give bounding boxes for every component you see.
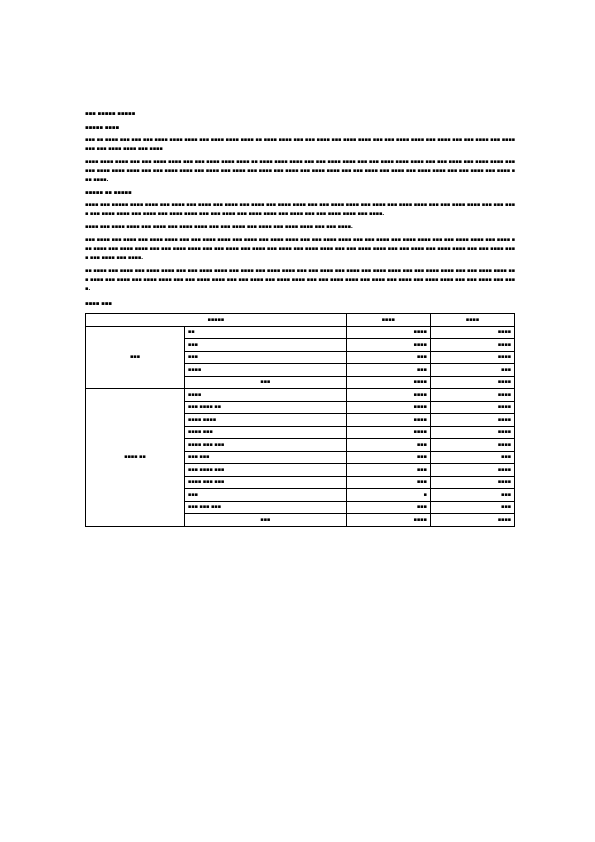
table-cell-value: ▪▪▪▪ [430, 389, 514, 402]
table-group-label: ▪▪▪▪ ▪▪ [86, 389, 185, 527]
table-cell-value: ▪▪▪ [346, 501, 430, 514]
table-cell-value: ▪▪▪▪ [430, 439, 514, 452]
table-cell-value: ▪▪▪ [430, 501, 514, 514]
table-cell-value: ▪▪▪▪ [430, 326, 514, 339]
table-subtotal-label: ▪▪▪ [184, 514, 346, 527]
table-header-row [86, 314, 515, 327]
table-cell-item: ▪▪▪ ▪▪▪▪ ▪▪ [184, 401, 346, 414]
document-page [85, 110, 515, 527]
table-body [86, 326, 515, 526]
table-cell-item: ▪▪▪▪ [184, 364, 346, 377]
table-row [86, 389, 515, 402]
table-cell-item: ▪▪▪ [184, 351, 346, 364]
table-cell-item: ▪▪▪▪ ▪▪▪ [184, 426, 346, 439]
table-cell-value: ▪▪▪▪ [346, 414, 430, 427]
section-a-title: ▪▪▪▪▪ ▪▪▪▪ [85, 125, 120, 131]
table-cell-item: ▪▪▪▪ [184, 389, 346, 402]
table-subtotal-value: ▪▪▪▪ [430, 376, 514, 389]
table-header-col-1: ▪▪▪▪ [346, 314, 430, 327]
table-title: ▪▪▪▪ ▪▪▪ [85, 301, 112, 307]
table-cell-item: ▪▪▪▪ ▪▪▪▪ [184, 414, 346, 427]
table-cell-value: ▪▪▪▪ [430, 401, 514, 414]
section-b-paragraph-2: ▪▪▪▪ ▪▪▪ ▪▪▪▪ ▪▪▪▪ ▪▪▪ ▪▪▪▪ ▪▪▪ ▪▪▪▪ ▪▪▪▪ ▪▪▪ ▪▪▪ ▪▪▪▪ ▪▪▪ ▪▪▪▪ ▪▪▪ ▪▪▪▪ ▪▪▪▪ ▪▪▪ ▪▪▪ ▪▪▪▪. [85, 224, 353, 230]
table-cell-value: ▪▪▪ [346, 476, 430, 489]
data-table [85, 313, 515, 527]
table-cell-value: ▪▪▪▪ [430, 339, 514, 352]
table-cell-value: ▪▪▪ [430, 489, 514, 502]
document-heading: ▪▪▪ ▪▪▪▪▪ ▪▪▪▪▪ [85, 111, 136, 117]
table-cell-value: ▪▪▪▪ [430, 464, 514, 477]
table-cell-value: ▪▪▪ [346, 464, 430, 477]
table-cell-value: ▪▪▪▪ [346, 426, 430, 439]
table-cell-item: ▪▪▪▪ ▪▪▪ ▪▪▪ [184, 439, 346, 452]
table-cell-value: ▪▪▪▪ [346, 326, 430, 339]
table-header-item: ▪▪▪▪▪ [86, 314, 347, 327]
section-b-title: ▪▪▪▪▪ ▪▪ ▪▪▪▪▪ [85, 190, 132, 196]
table-cell-item: ▪▪▪ [184, 489, 346, 502]
table-cell-item: ▪▪▪ ▪▪▪ ▪▪▪ [184, 501, 346, 514]
section-a-paragraph-1: ▪▪▪ ▪▪ ▪▪▪▪ ▪▪▪ ▪▪▪ ▪▪▪ ▪▪▪▪ ▪▪▪▪ ▪▪▪▪ ▪▪▪ ▪▪▪▪ ▪▪▪▪ ▪▪▪▪ ▪▪ ▪▪▪▪ ▪▪▪▪ ▪▪▪ ▪▪▪ ▪▪▪▪ ▪▪▪ ▪▪▪▪ ▪▪▪▪ ▪▪▪ ▪▪▪ ▪▪▪▪ ▪▪▪▪ ▪▪▪ ▪▪▪▪ ▪▪▪ ▪▪▪ ▪▪▪▪ ▪▪▪ ▪▪▪▪ ▪▪▪ ▪▪▪ ▪▪▪▪ ▪▪▪▪ ▪▪▪ ▪▪▪▪ [85, 137, 515, 152]
table-subtotal-value: ▪▪▪▪ [430, 514, 514, 527]
table-cell-value: ▪▪▪▪ [430, 426, 514, 439]
table-cell-item: ▪▪▪ ▪▪▪ [184, 451, 346, 464]
table-cell-value: ▪▪▪▪ [346, 339, 430, 352]
table-cell-value: ▪▪▪▪ [430, 476, 514, 489]
section-b-paragraph-4: ▪▪ ▪▪▪▪ ▪▪▪ ▪▪▪▪ ▪▪▪ ▪▪▪▪ ▪▪▪▪ ▪▪▪ ▪▪▪ ▪▪▪▪ ▪▪▪▪ ▪▪▪ ▪▪▪▪ ▪▪▪ ▪▪▪▪ ▪▪▪▪ ▪▪▪ ▪▪▪ ▪▪▪▪ ▪▪▪ ▪▪▪▪ ▪▪▪ ▪▪▪▪ ▪▪▪▪ ▪▪▪ ▪▪▪ ▪▪▪▪ ▪▪▪▪ ▪▪▪ ▪▪▪ ▪▪▪▪ ▪▪▪▪ ▪▪▪ ▪▪▪▪ ▪▪▪ ▪▪▪▪ ▪▪▪ ▪▪▪▪ ▪▪▪▪ ▪▪▪ ▪▪▪ ▪▪▪▪ ▪▪▪▪ ▪▪▪ ▪▪▪ ▪▪▪▪ ▪▪▪ ▪▪▪▪ ▪▪▪▪ ▪▪▪ ▪▪▪ ▪▪▪▪ ▪▪▪▪ ▪▪▪ ▪▪▪▪ ▪▪▪ ▪▪▪▪ ▪▪▪ ▪▪▪▪ ▪▪▪▪ ▪▪▪ ▪▪▪ ▪▪▪▪ ▪▪▪ ▪▪▪▪. [85, 268, 515, 292]
table-group-label: ▪▪▪ [86, 326, 185, 389]
table-cell-value: ▪▪▪ [430, 364, 514, 377]
table-row [86, 326, 515, 339]
table-cell-item: ▪▪▪▪ ▪▪▪ ▪▪▪ [184, 476, 346, 489]
table-cell-value: ▪▪▪▪ [430, 414, 514, 427]
table-subtotal-value: ▪▪▪▪ [346, 514, 430, 527]
table-cell-value: ▪▪▪ [346, 439, 430, 452]
table-cell-value: ▪▪▪ [430, 451, 514, 464]
table-cell-value: ▪▪▪ [346, 364, 430, 377]
table-cell-item: ▪▪▪ [184, 339, 346, 352]
section-b-paragraph-3: ▪▪▪ ▪▪▪▪ ▪▪▪ ▪▪▪▪ ▪▪▪ ▪▪▪▪ ▪▪▪▪ ▪▪▪ ▪▪▪ ▪▪▪▪ ▪▪▪▪ ▪▪▪ ▪▪▪▪ ▪▪▪ ▪▪▪▪ ▪▪▪▪ ▪▪▪ ▪▪▪ ▪▪▪▪ ▪▪▪▪ ▪▪▪ ▪▪▪ ▪▪▪▪ ▪▪▪ ▪▪▪▪ ▪▪▪▪ ▪▪▪ ▪▪▪ ▪▪▪▪ ▪▪▪▪ ▪▪▪ ▪▪▪▪ ▪▪▪ ▪▪▪▪ ▪▪▪ ▪▪▪▪ ▪▪▪▪ ▪▪▪ ▪▪▪ ▪▪▪▪ ▪▪▪▪ ▪▪▪ ▪▪▪ ▪▪▪▪ ▪▪▪ ▪▪▪▪ ▪▪▪ ▪▪▪▪ ▪▪▪ ▪▪▪▪ ▪▪▪▪ ▪▪▪ ▪▪▪ ▪▪▪▪ ▪▪▪▪ ▪▪▪ ▪▪▪ ▪▪▪▪ ▪▪▪ ▪▪▪▪ ▪▪▪▪ ▪▪▪ ▪▪▪ ▪▪▪▪ ▪▪▪▪ ▪▪▪ ▪▪▪▪ ▪▪▪ ▪▪▪▪. [85, 237, 515, 261]
section-a-paragraph-2: ▪▪▪▪ ▪▪▪▪ ▪▪▪▪ ▪▪▪ ▪▪▪ ▪▪▪▪ ▪▪▪▪ ▪▪▪ ▪▪▪ ▪▪▪▪ ▪▪▪▪ ▪▪▪▪ ▪▪ ▪▪▪▪ ▪▪▪▪ ▪▪▪▪ ▪▪▪ ▪▪▪ ▪▪▪▪ ▪▪▪▪ ▪▪▪ ▪▪▪ ▪▪▪▪ ▪▪▪▪ ▪▪▪▪ ▪▪▪ ▪▪▪ ▪▪▪▪ ▪▪▪ ▪▪▪▪ ▪▪▪▪ ▪▪▪ ▪▪▪ ▪▪▪▪ ▪▪▪▪ ▪▪▪▪ ▪▪▪ ▪▪▪ ▪▪▪▪ ▪▪▪▪ ▪▪▪ ▪▪▪▪ ▪▪▪ ▪▪▪▪ ▪▪▪ ▪▪▪▪ ▪▪▪ ▪▪▪▪ ▪▪▪ ▪▪▪▪ ▪▪▪▪ ▪▪▪ ▪▪▪ ▪▪▪▪ ▪▪▪ ▪▪▪▪ ▪▪▪ ▪▪▪▪ ▪▪▪▪ ▪▪▪ ▪▪▪ ▪▪▪▪ ▪▪▪ ▪▪▪▪ ▪▪▪ ▪▪▪▪. [85, 159, 515, 183]
table-subtotal-label: ▪▪▪ [184, 376, 346, 389]
table-cell-item: ▪▪ [184, 326, 346, 339]
section-b-paragraph-1: ▪▪▪▪ ▪▪▪ ▪▪▪▪▪ ▪▪▪▪ ▪▪▪▪ ▪▪▪ ▪▪▪▪ ▪▪▪ ▪▪▪▪ ▪▪▪ ▪▪▪▪ ▪▪▪ ▪▪▪▪ ▪▪▪ ▪▪▪▪ ▪▪▪▪ ▪▪▪ ▪▪▪ ▪▪▪▪ ▪▪▪▪ ▪▪▪ ▪▪▪▪ ▪▪▪ ▪▪▪▪ ▪▪▪▪ ▪▪▪ ▪▪▪ ▪▪▪▪ ▪▪▪▪ ▪▪▪ ▪▪▪ ▪▪▪▪ ▪▪▪ ▪▪▪▪ ▪▪▪▪ ▪▪▪ ▪▪▪▪ ▪▪▪ ▪▪▪▪ ▪▪▪▪ ▪▪▪ ▪▪▪ ▪▪▪▪ ▪▪▪ ▪▪▪▪ ▪▪▪▪ ▪▪▪ ▪▪▪▪ ▪▪▪ ▪▪▪ ▪▪▪▪ ▪▪▪▪ ▪▪▪ ▪▪▪▪. [85, 202, 515, 217]
table-cell-item: ▪▪▪ ▪▪▪▪ ▪▪▪ [184, 464, 346, 477]
table-cell-value: ▪ [346, 489, 430, 502]
table-header-col-2: ▪▪▪▪ [430, 314, 514, 327]
table-cell-value: ▪▪▪▪ [430, 351, 514, 364]
table-cell-value: ▪▪▪ [346, 451, 430, 464]
table-cell-value: ▪▪▪▪ [346, 401, 430, 414]
table-cell-value: ▪▪▪ [346, 351, 430, 364]
table-cell-value: ▪▪▪▪ [346, 389, 430, 402]
table-subtotal-value: ▪▪▪▪ [346, 376, 430, 389]
